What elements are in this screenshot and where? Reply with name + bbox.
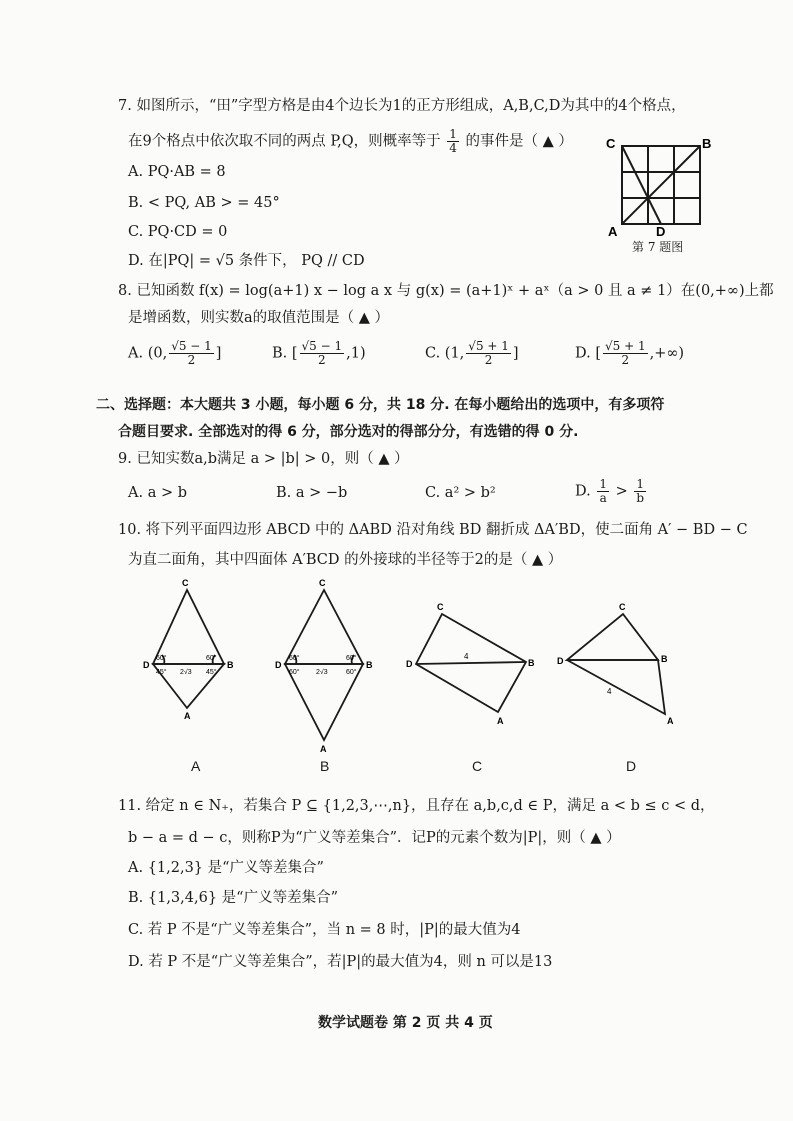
fig-b-label-a: A bbox=[320, 744, 327, 754]
q7-option-a: A. PQ·AB = 8 bbox=[128, 164, 226, 180]
q8-line2: 是增函数，则实数a的取值范围是（ ▲ ） bbox=[128, 310, 390, 326]
q8-b-num: √5 − 1 bbox=[301, 339, 343, 353]
fig-a-triangle-bcd bbox=[153, 590, 224, 664]
q7-frac-den: 4 bbox=[449, 141, 457, 155]
fig-a-angle2: 60° bbox=[206, 655, 217, 662]
q7-line1: 7. 如图所示，“田”字型方格是由4个边长为1的正方形组成，A,B,C,D为其中的4个格点， bbox=[118, 98, 686, 114]
fig-c-length: 4 bbox=[464, 652, 469, 661]
q8-b-den: 2 bbox=[318, 353, 326, 367]
fig-c-diagonal-bd bbox=[416, 662, 526, 664]
q8-c-frac bbox=[466, 340, 511, 367]
q8-a-den: 2 bbox=[187, 353, 196, 367]
q7-fraction bbox=[447, 128, 459, 155]
q10-figure-b bbox=[272, 576, 382, 756]
q9-d-frac2 bbox=[634, 478, 646, 505]
q8-option-a bbox=[128, 340, 221, 367]
q8-option-b bbox=[272, 340, 366, 367]
q11-line1: 11. 给定 n ∈ N₊，若集合 P ⊆ {1,2,3,⋯,n}，且存在 a,b,c,d ∈ P，满足 a < b ≤ c < d， bbox=[118, 798, 715, 814]
fig-c-label-c: C bbox=[437, 602, 444, 612]
grid-diagonal-cd bbox=[622, 146, 661, 224]
q7-option-b: B. < PQ, AB > = 45° bbox=[128, 195, 280, 211]
fig-a-label-d: D bbox=[143, 660, 150, 670]
q9-d-frac1 bbox=[597, 478, 609, 505]
grid-label-a: A bbox=[608, 224, 618, 239]
q7-grid-figure bbox=[600, 132, 712, 252]
q9-d-d1: a bbox=[599, 491, 607, 505]
q8-a-num: √5 − 1 bbox=[171, 339, 212, 353]
fig-d-triangle-abd bbox=[567, 660, 665, 714]
fig-d-length: 4 bbox=[607, 687, 612, 696]
q7-option-d: D. 在|PQ| = √5 条件下， PQ // CD bbox=[128, 253, 365, 269]
q9-d-n2: 1 bbox=[634, 478, 646, 492]
q9-d-pre: D. bbox=[575, 483, 591, 500]
q10-figure-c bbox=[404, 598, 544, 728]
fig-a-label-a: A bbox=[184, 711, 191, 721]
fig-b-angle1: 60° bbox=[289, 655, 300, 662]
q8-c-num: √5 + 1 bbox=[468, 339, 509, 353]
fig-a-angle3: 45° bbox=[156, 669, 167, 676]
q8-c-post: ] bbox=[512, 345, 519, 362]
q11-option-a: A. {1,2,3} 是“广义等差集合” bbox=[128, 860, 324, 876]
q11-option-b: B. {1,3,4,6} 是“广义等差集合” bbox=[128, 890, 338, 906]
fig-b-label-d: D bbox=[275, 660, 282, 670]
q8-b-frac bbox=[300, 340, 345, 367]
fig-a-label-b: B bbox=[227, 660, 234, 670]
page-footer: 数学试题卷 第 2 页 共 4 页 bbox=[318, 1015, 493, 1031]
q9-d-d2: b bbox=[636, 491, 645, 505]
q11-option-d: D. 若 P 不是“广义等差集合”，若|P|的最大值为4，则 n 可以是13 bbox=[128, 954, 553, 970]
q7-line2-post: 的事件是（ ▲ ） bbox=[465, 133, 573, 150]
q9-option-c: C. a² > b² bbox=[425, 485, 496, 501]
fig-d-label-a: A bbox=[667, 716, 674, 726]
fig-c-label-b: B bbox=[528, 658, 535, 668]
q7-frac-num: 1 bbox=[449, 127, 457, 141]
q8-d-num: √5 + 1 bbox=[604, 339, 646, 353]
section2-line1: 二、选择题：本大题共 3 小题，每小题 6 分，共 18 分. 在每小题给出的选项中，有多项符 bbox=[96, 397, 665, 413]
q7-figure-caption: 第 7 题图 bbox=[632, 240, 684, 254]
q9-option-d bbox=[575, 478, 648, 505]
q8-d-pre: D. [ bbox=[575, 345, 601, 362]
q8-option-c bbox=[425, 340, 519, 367]
q8-option-d bbox=[575, 340, 684, 367]
fig-a-angle1: 60° bbox=[156, 655, 167, 662]
q10-caption-a: A bbox=[191, 758, 201, 774]
section2-line2: 合题目要求. 全部选对的得 6 分，部分选对的得部分分，有选错的得 0 分. bbox=[118, 424, 579, 440]
fig-d-label-d: D bbox=[557, 656, 564, 666]
q7-option-c: C. PQ·CD = 0 bbox=[128, 224, 228, 240]
q8-d-frac bbox=[603, 340, 648, 367]
q8-a-pre: A. (0, bbox=[128, 345, 168, 362]
fig-b-angle3: 60° bbox=[289, 669, 300, 676]
fig-b-label-b: B bbox=[366, 660, 373, 670]
q9-line1: 9. 已知实数a,b满足 a > |b| > 0，则（ ▲ ） bbox=[118, 451, 409, 467]
q8-b-pre: B. [ bbox=[272, 345, 298, 362]
q8-b-post: ,1) bbox=[346, 345, 366, 362]
q10-figure-a bbox=[140, 576, 260, 726]
q10-caption-b: B bbox=[320, 758, 330, 774]
q10-line2: 为直二面角，其中四面体 A′BCD 的外接球的半径等于2的是（ ▲ ） bbox=[128, 552, 563, 568]
fig-a-length: 2√3 bbox=[180, 669, 192, 676]
q8-a-post: ] bbox=[215, 345, 222, 362]
q11-line2: b − a = d − c，则称P为“广义等差集合”．记P的元素个数为|P|，则（ ▲ ） bbox=[128, 830, 621, 846]
q7-line2 bbox=[128, 128, 573, 155]
q11-option-c: C. 若 P 不是“广义等差集合”，当 n = 8 时，|P|的最大值为4 bbox=[128, 922, 521, 938]
q9-option-b: B. a > −b bbox=[276, 485, 348, 501]
q8-c-den: 2 bbox=[484, 353, 493, 367]
fig-d-triangle-bcd bbox=[567, 614, 658, 660]
grid-label-d: D bbox=[656, 224, 666, 239]
q9-option-a: A. a > b bbox=[128, 485, 187, 501]
grid-label-c: C bbox=[606, 136, 616, 151]
q10-caption-d: D bbox=[626, 758, 637, 774]
fig-b-triangle-bcd bbox=[285, 590, 363, 664]
fig-d-label-c: C bbox=[619, 602, 626, 612]
fig-b-angle2: 60° bbox=[346, 655, 357, 662]
fig-a-angle4: 45° bbox=[206, 669, 217, 676]
grid-label-b: B bbox=[702, 136, 712, 151]
fig-b-angle4: 60° bbox=[346, 669, 357, 676]
fig-d-label-b: B bbox=[661, 654, 668, 664]
q7-line2-pre: 在9个格点中依次取不同的两点 P,Q，则概率等于 bbox=[128, 133, 441, 150]
q8-d-den: 2 bbox=[621, 353, 630, 367]
q9-d-n1: 1 bbox=[599, 477, 607, 491]
q8-line1: 8. 已知函数 f(x) = log(a+1) x − log a x 与 g(x) = (a+1)ˣ + aˣ（a > 0 且 a ≠ 1）在(0,+∞)上都 bbox=[118, 283, 774, 299]
fig-a-label-c: C bbox=[182, 578, 189, 588]
fig-b-label-c: C bbox=[319, 578, 326, 588]
q10-figure-d bbox=[555, 598, 685, 728]
q8-d-post: ,+∞) bbox=[649, 345, 685, 362]
fig-c-label-d: D bbox=[406, 659, 413, 669]
q8-c-pre: C. (1, bbox=[425, 345, 465, 362]
fig-c-label-a: A bbox=[497, 716, 504, 726]
fig-b-length: 2√3 bbox=[316, 669, 328, 676]
q10-caption-c: C bbox=[472, 758, 483, 774]
grid-diagonal-ab bbox=[622, 146, 700, 224]
q9-d-gt: > bbox=[615, 483, 628, 500]
q10-line1: 10. 将下列平面四边形 ABCD 中的 ΔABD 沿对角线 BD 翻折成 ΔA′BD，使二面角 A′ − BD − C bbox=[118, 522, 748, 538]
q8-a-frac bbox=[169, 340, 214, 367]
